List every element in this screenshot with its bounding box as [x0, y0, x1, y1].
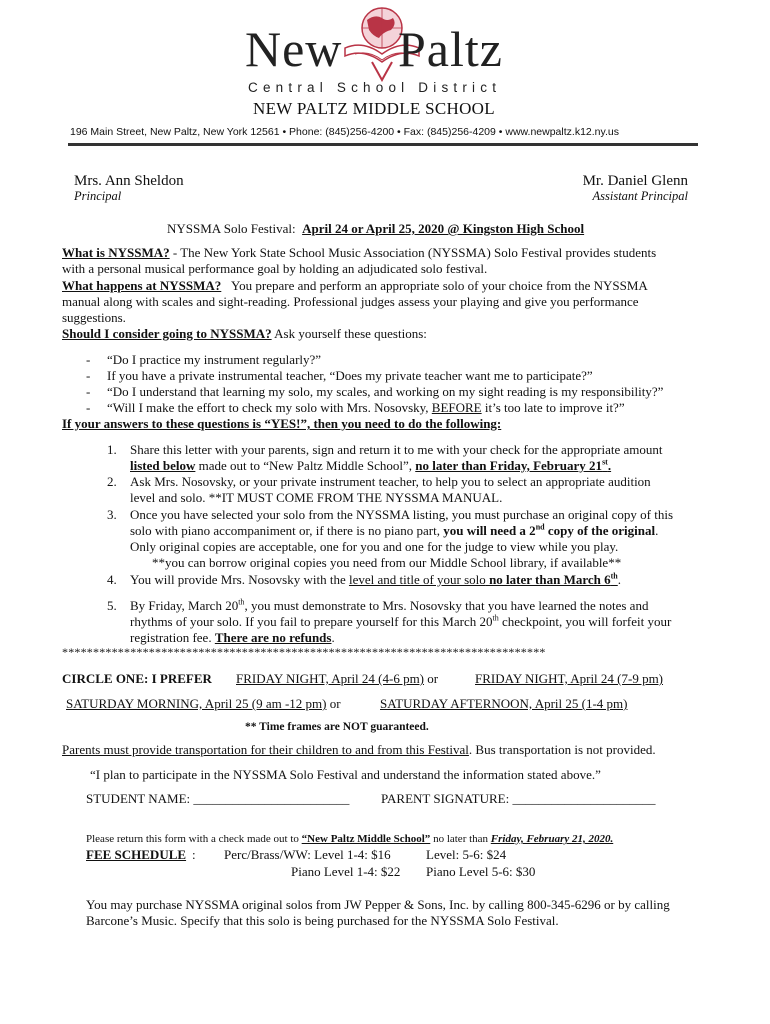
what-happens-line-3: suggestions.	[62, 310, 126, 325]
question-item: If you have a private instrumental teacher, “Does my private teacher want me to participate?”	[107, 368, 593, 383]
principal-name: Mrs. Ann Sheldon	[74, 173, 184, 189]
step-1-line-1: Share this letter with your parents, sign and return it to me with your check for the appropriate amount	[130, 442, 663, 457]
what-happens-line: What happens at NYSSMA? You prepare and perform an appropriate solo of your choice from the NYSSMA	[62, 278, 648, 293]
parent-signature-field[interactable]: PARENT SIGNATURE: ______________________	[381, 791, 656, 806]
yes-heading: If your answers to these questions is “YES!”, then you need to do the following:	[62, 416, 502, 431]
circle-one-label: CIRCLE ONE: I PREFER	[62, 671, 212, 686]
festival-label: NYSSMA Solo Festival:	[167, 221, 296, 236]
step-3-line-2: solo with piano accompaniment or, if there is no piano part, you will need a 2nd copy of the original.	[130, 522, 659, 538]
fee-row-1-level-5-6: Level: 5-6: $24	[426, 847, 507, 862]
star-divider: ******************************************************************************	[62, 645, 546, 659]
logo-word-paltz: Paltz	[398, 21, 503, 77]
option-saturday-afternoon[interactable]: SATURDAY AFTERNOON, April 25 (1-4 pm)	[380, 696, 628, 711]
step-3-line-4: **you can borrow original copies you need from our Middle School library, if available**	[152, 555, 622, 570]
fee-schedule-label: FEE SCHEDULE	[86, 847, 187, 862]
option-friday-late[interactable]: FRIDAY NIGHT, April 24 (7-9 pm)	[475, 671, 664, 686]
header-rule	[68, 143, 698, 146]
plan-statement: “I plan to participate in the NYSSMA Solo Festival and understand the information stated above.”	[90, 767, 601, 782]
step-5-line-1: By Friday, March 20th, you must demonstrate to Mrs. Nosovsky that you have learned the notes and	[130, 597, 649, 613]
question-item: “Do I understand that learning my solo, my scales, and working on my sight reading is my responsibility?”	[107, 384, 664, 399]
logo-word-new: New	[245, 21, 343, 77]
student-name-field[interactable]: STUDENT NAME: ________________________	[86, 791, 350, 806]
step-3-line-1: Once you have selected your solo from the NYSSMA listing, you must purchase an original copy of this	[130, 507, 674, 522]
step-2-line-2: level and solo. **IT MUST COME FROM THE NYSSMA MANUAL.	[130, 490, 503, 505]
option-saturday-morning[interactable]: SATURDAY MORNING, April 25 (9 am -12 pm) or	[66, 696, 341, 711]
district-name: Central School District	[248, 80, 502, 95]
question-item: “Do I practice my instrument regularly?”	[107, 352, 322, 367]
option-friday-early[interactable]: FRIDAY NIGHT, April 24 (4-6 pm) or	[236, 671, 439, 686]
fee-row-2-level-5-6: Piano Level 5-6: $30	[426, 864, 536, 879]
step-1-line-2: listed below made out to “New Paltz Middle School”, no later than Friday, February 21st.	[130, 457, 612, 473]
festival-dates: April 24 or April 25, 2020 @ Kingston High School	[302, 221, 585, 236]
fee-row-2-level-1-4: Piano Level 1-4: $22	[291, 864, 401, 879]
what-is-line-2: with a personal musical performance goal by holding an adjudicated solo festival.	[62, 261, 488, 276]
assistant-principal-title: Assistant Principal	[592, 189, 688, 203]
step-3-line-3: Only original copies are acceptable, one for you and one for the judge to view while you play.	[130, 539, 619, 554]
closing-line-1: You may purchase NYSSMA original solos from JW Pepper & Sons, Inc. by calling 800-345-6296 or by calling	[86, 897, 670, 912]
school-name: NEW PALTZ MIDDLE SCHOOL	[253, 99, 495, 118]
address-line: 196 Main Street, New Paltz, New York 12561 • Phone: (845)256-4200 • Fax: (845)256-4209 • www.newpaltz.k12.ny.us	[70, 126, 619, 138]
question-item: “Will I make the effort to check my solo with Mrs. Nosovsky, BEFORE it’s too late to improve it?”	[107, 400, 625, 415]
step-5-line-3: registration fee. There are no refunds.	[130, 630, 335, 645]
assistant-principal-name: Mr. Daniel Glenn	[582, 173, 688, 189]
should-i-line: Should I consider going to NYSSMA? Ask yourself these questions:	[62, 326, 427, 341]
transport-line: Parents must provide transportation for their children to and from this Festival. Bus transportation is not provided.	[62, 742, 656, 757]
principal-title: Principal	[74, 189, 122, 203]
closing-line-2: Barcone’s Music. Specify that this solo is being purchased for the NYSSMA Solo Festival.	[86, 913, 559, 928]
what-is-line: What is NYSSMA? - The New York State School Music Association (NYSSMA) Solo Festival provides students	[62, 245, 657, 260]
what-happens-line-2: manual along with scales and sight-reading. Professional judges assess your playing and give you performance	[62, 294, 639, 309]
fee-row-1-level-1-4: Perc/Brass/WW: Level 1-4: $16	[224, 847, 391, 862]
festival-line	[167, 221, 584, 237]
return-note: Please return this form with a check made out to “New Paltz Middle School” no later than Friday, February 21, 2020.	[86, 833, 614, 845]
step-5-line-2: rhythms of your solo. If you fail to prepare yourself for this March 20th checkpoint, you will forfeit your	[130, 613, 672, 629]
step-2-line-1: Ask Mrs. Nosovsky, or your private instrument teacher, to help you to select an appropriate audition	[130, 474, 651, 489]
step-4-line-1: You will provide Mrs. Nosovsky with the level and title of your solo no later than March 6th.	[130, 571, 622, 587]
time-frame-note: ** Time frames are NOT guaranteed.	[245, 721, 429, 733]
